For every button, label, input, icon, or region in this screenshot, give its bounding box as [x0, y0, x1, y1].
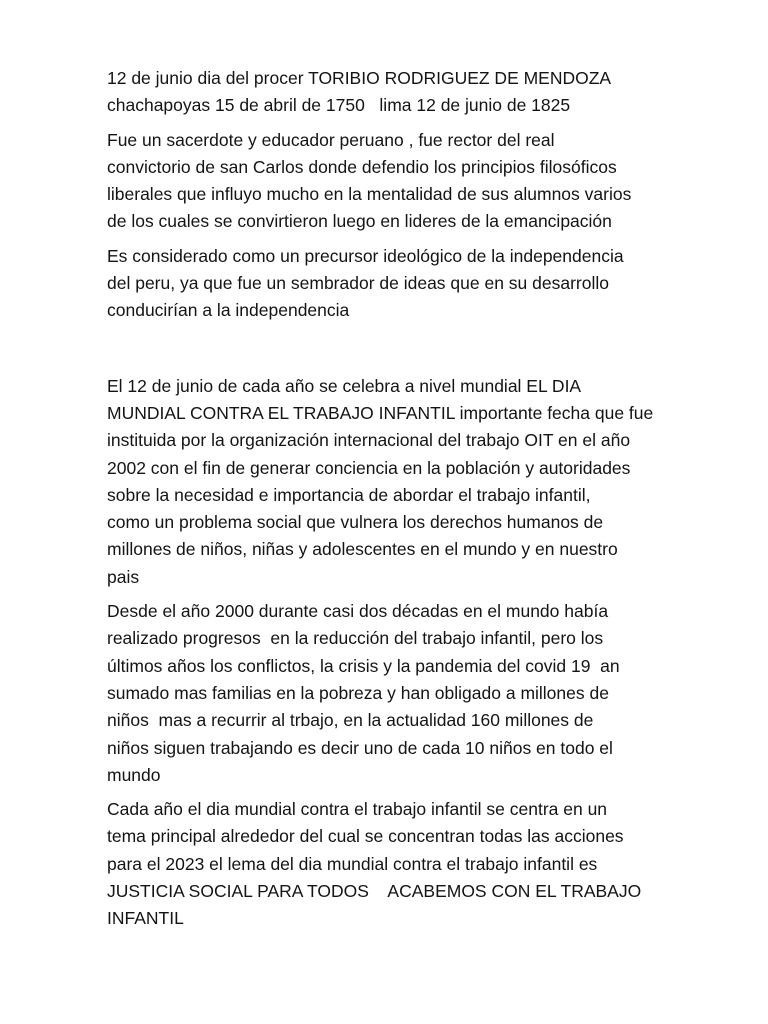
paragraph-theme: Cada año el dia mundial contra el trabajo infantil se centra en un tema principal alrededor del cual se concentran todas las acciones para el 2023 el lema del dia mundial contra el trabajo infantil es JUSTICIA SOCIAL PARA TODOS ACABEMOS CON EL TRABAJO INFANTIL — [107, 799, 642, 929]
document-body — [107, 65, 667, 940]
paragraph-biography: Fue un sacerdote y educador peruano , fue rector del real convictorio de san Carlos donde defendio los principios filosóficos liberales que influyo mucho en la mentalidad de sus alumnos varios de los cuales se convirtieron luego en lideres de la emancipación — [107, 129, 632, 232]
paragraph-child-labor-day: El 12 de junio de cada año se celebra a nivel mundial EL DIA MUNDIAL CONTRA EL TRABAJO INFANTIL importante fecha que fue instituida por la organización internacional del trabajo OIT en el año 2002 con el fin de generar conciencia en la población y autoridades sobre la necesidad e importancia de abordar el trabajo infantil, como un problema social que vulnera los derechos humanos de millones de niños, niñas y adolescentes en el mundo y en nuestro pais — [107, 375, 654, 587]
paragraph-precursor: Es considerado como un precursor ideológico de la independencia del peru, ya que fue un sembrador de ideas que en su desarrollo conducirían a la independencia — [107, 245, 624, 321]
paragraph-progress: Desde el año 2000 durante casi dos décadas en el mundo había realizado progresos en la reducción del trabajo infantil, pero los últimos años los conflictos, la crisis y la pandemia del covid 19 an sumado mas familias en la pobreza y han obligado a millones de niños mas a recurrir al trbajo, en la actualidad 160 millones de niños siguen trabajando es decir uno de cada 10 niños en todo el mundo — [107, 601, 620, 785]
paragraph-heading: 12 de junio dia del procer TORIBIO RODRIGUEZ DE MENDOZA chachapoyas 15 de abril de 1750 lima 12 de junio de 1825 — [107, 68, 612, 116]
blank-line — [107, 332, 667, 373]
